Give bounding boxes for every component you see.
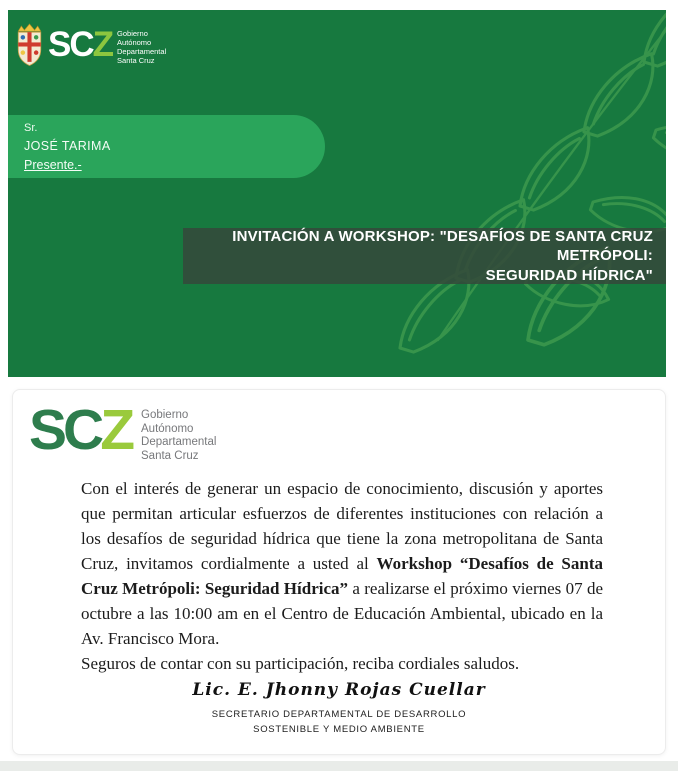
letter-card [12,389,666,755]
addressee-presente: Presente.- [24,157,82,172]
bottom-strip [0,761,678,771]
scz-wordmark: SCZ [48,25,113,64]
addressee-block [8,115,325,178]
header-banner [8,10,666,377]
signer-title: SECRETARIO DEPARTAMENTAL DE DESARROLLO SOSTENIBLE Y MEDIO AMBIENTE [211,709,467,735]
org-name-lines: Gobierno Autónomo Departamental Santa Cruz [117,29,167,65]
addressee-name: JOSÉ TARIMA [24,138,111,153]
coat-of-arms-icon [14,23,45,68]
scz-logo-header [14,23,166,68]
addressee-salutation: Sr. [24,121,38,134]
scz-wordmark: SCZ [29,398,132,462]
workshop-title-line2: SEGURIDAD HÍDRICA" [485,266,653,284]
letter-paragraph-2: Seguros de contar con su participación, reciba cordiales saludos. [81,654,520,673]
org-name-lines: Gobierno Autónomo Departamental Santa Cruz [141,409,217,462]
letter-body [81,476,603,676]
letter-paragraph-1: Con el interés de generar un espacio de conocimiento, discusión y aportes que permitan articular esfuerzos de diferentes instituciones con relación a los desafíos de seguridad hídrica que tiene la zona metropolitana de Santa Cruz, invitamos cordialmente a usted al Workshop “Desafíos de Santa Cruz Metrópoli: Seguridad Hídrica” a realizarse el próximo viernes 07 de octubre a las 10:00 am en el Centro de Educación Ambiental, ubicado en la Av. Francisco Mora. [81,479,604,648]
workshop-title-line1: INVITACIÓN A WORKSHOP: "DESAFÍOS DE SANTA CRUZ METRÓPOLI: [232,227,653,265]
signature-block [13,680,665,737]
signer-name: Lic. E. Jhonny Rojas Cuellar [192,680,486,700]
workshop-title-band [183,228,666,284]
scz-logo-letter [29,398,217,463]
workshop-name-bold: Workshop “Desafíos de Santa Cruz Metrópoli: Seguridad Hídrica” [81,554,603,598]
